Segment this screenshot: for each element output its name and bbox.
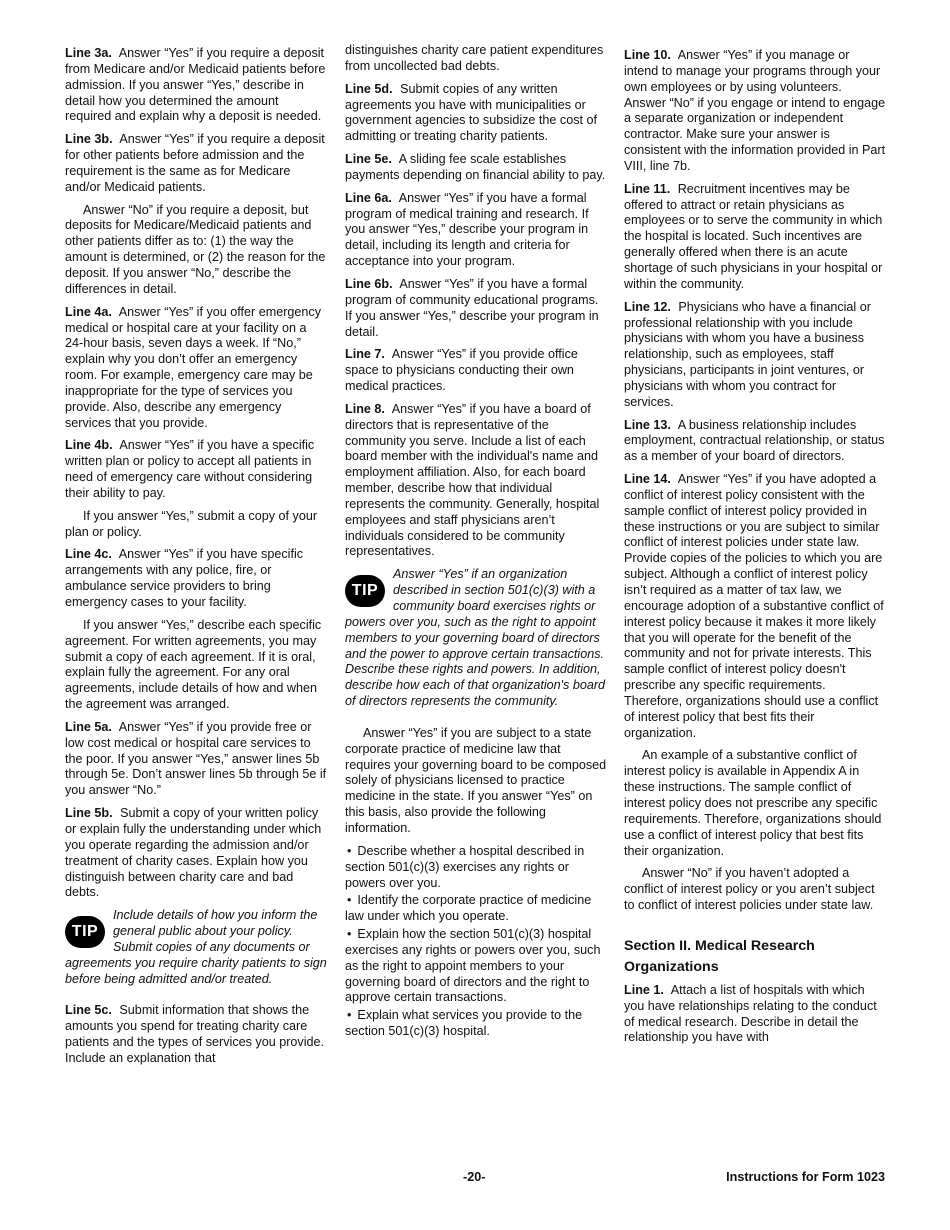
- line-text: Answer “Yes” if you have specific arrangements with any police, fire, or ambulance service providers to bring emergency cases to your facility.: [65, 547, 304, 609]
- line-label: Line 11.: [624, 181, 671, 196]
- line-label: Line 4b.: [65, 438, 113, 453]
- line-label: Line 4a.: [65, 304, 112, 319]
- line-label: Line 6b.: [345, 276, 393, 291]
- line-text: A sliding fee scale establishes payments depending on financial ability to pay.: [345, 152, 606, 182]
- column-1: [65, 46, 327, 1074]
- line-text: Submit a copy of your written policy or explain fully the understanding under which you operate regarding the admission and/or treatment of charity cases. Explain how you distinguish between charity care and bad debts.: [65, 806, 322, 900]
- line-5c: [65, 1003, 327, 1066]
- line-text: Answer “Yes” if you have a board of directors that is representative of the community you serve. Include a list of each board member with the individual's name and employment affiliation. Also, for each board member, describe how that individual represents the community. Generally, hospital employees and staff physicians aren’t individuals considered to be community representatives.: [345, 401, 600, 559]
- line-text: Submit information that shows the amounts you spend for treating charity care patients and the types of services you provide. Include an explanation that: [65, 1003, 325, 1065]
- form-title-footer: Instructions for Form 1023: [726, 1170, 885, 1184]
- line-label: Line 14.: [624, 472, 671, 487]
- tip-text: Answer “Yes” if an organization described in section 501(c)(3) with a community board exercises rights or powers over you, such as the right to appoint members to your governing board of directors and the power to approve certain transactions. Describe these rights and powers. In addition, describe how each of that organization's board of directors represents the community.: [345, 567, 606, 709]
- line-text: Answer “Yes” if you provide free or low cost medical or hospital care services to the poor. If you answer “Yes,” answer lines 5b through 5e. Don’t answer lines 5b through 5e if you answer “No.”: [65, 719, 327, 798]
- section-heading: Section II. Medical Research Organizations: [624, 937, 815, 975]
- line-7: [345, 347, 607, 395]
- line-text: Answer “Yes” if you have a formal program of community educational programs. If you answer “Yes,” describe your program in detail.: [345, 276, 599, 339]
- line-11: [624, 182, 886, 293]
- column-2: [345, 43, 607, 1042]
- line-5b: [65, 806, 327, 901]
- line-text: Answer “Yes” if you require a deposit for other patients before admission and the requirement is the same as for Medicare and/or Medicaid patients.: [65, 132, 325, 194]
- line-label: Line 12.: [624, 299, 671, 314]
- tip-box: [65, 908, 327, 987]
- list-item: • Describe whether a hospital described in section 501(c)(3) exercises any rights or powers over you.: [345, 844, 607, 892]
- line-text: Answer “Yes” if you have a formal program of medical training and research. If you answer “Yes,” describe your program in detail, including its length and criteria for acceptance into your program.: [345, 190, 589, 269]
- line-4a: [65, 305, 327, 432]
- line-text: Submit copies of any written agreements you have with municipalities or government agencies to subsidize the cost of admitting or treating charity patients.: [345, 81, 598, 144]
- line-label: Line 13.: [624, 417, 671, 432]
- line-label: Line 6a.: [345, 190, 392, 205]
- line-12: [624, 300, 886, 411]
- line-3b: [65, 132, 327, 195]
- line-5e: [345, 152, 607, 184]
- line-3a: [65, 46, 327, 125]
- line-label: Line 5a.: [65, 719, 112, 734]
- line-text: Recruitment incentives may be offered to attract or retain physicians as employees or to serve the community in which the hospital is located. Such incentives are generally offered when there is an acute shortage of such physicians in your hospital or within the community.: [624, 181, 883, 291]
- line-13: [624, 418, 886, 466]
- bullet-list: [345, 844, 607, 1040]
- line-4b: [65, 438, 327, 501]
- line-14-example: An example of a substantive conflict of interest policy is available in Appendix A in these instructions. The sample conflict of interest policy does not prescribe any specific requirements. Therefore, organizations should use a conflict of interest policy that best fits their organization.: [624, 748, 882, 858]
- line-label: Line 1.: [624, 982, 664, 997]
- tip-icon: TIP: [345, 575, 385, 607]
- line-8: [345, 402, 607, 560]
- line-text: A business relationship includes employment, contractual relationship, or status as a member of your board of directors.: [624, 417, 885, 464]
- line-4b-yes: If you answer “Yes,” submit a copy of your plan or policy.: [65, 508, 318, 539]
- line-14: [624, 472, 886, 741]
- list-item: • Explain what services you provide to the section 501(c)(3) hospital.: [345, 1008, 607, 1040]
- line-label: Line 5d.: [345, 81, 393, 96]
- line-label: Line 3b.: [65, 132, 113, 147]
- list-item: • Identify the corporate practice of medicine law under which you operate.: [345, 893, 607, 925]
- line-14-no: Answer “No” if you haven’t adopted a conflict of interest policy or you aren’t subject to conflict of interest policies under state law.: [624, 866, 875, 913]
- line-10: [624, 48, 886, 175]
- line-6b: [345, 277, 607, 340]
- line-5d: [345, 82, 607, 145]
- tip-text: Include details of how you inform the general public about your policy. Submit copies of any documents or agreements you require charity patients to sign before being admitted and/or treated.: [65, 908, 327, 986]
- line-label: Line 8.: [345, 401, 385, 416]
- line-4c: [65, 547, 327, 610]
- tip-icon: TIP: [65, 916, 105, 948]
- line-text: Attach a list of hospitals with which you have relationships relating to the conduct of medical research. Describe in detail the relationship you have with: [624, 982, 877, 1045]
- line-5c-continued: distinguishes charity care patient expenditures from uncollected bad debts.: [345, 43, 604, 73]
- line-5a: [65, 720, 327, 799]
- line-text: Answer “Yes” if you require a deposit from Medicare and/or Medicaid patients before admission. If you answer “Yes,” describe in detail how you determined the amount required and explain why a deposit is needed.: [65, 46, 326, 124]
- line-text: Answer “Yes” if you offer emergency medical or hospital care at your facility on a 24-hour basis, seven days a week. If “No,” explain why you don’t offer an emergency room. For example, emergency care may be inappropriate for the type of services you provide. Also, describe any emergency services that you provide.: [65, 304, 322, 430]
- column-3: [624, 48, 886, 1053]
- line-text: Answer “Yes” if you have a specific written plan or policy to accept all patients in need of emergency care without considering their ability to pay.: [65, 438, 315, 500]
- line-8-state-law: Answer “Yes” if you are subject to a state corporate practice of medicine law that requires your governing board to be composed solely of physicians licensed to practice medicine in the state. If you answer “Yes” on this basis, also provide the following information.: [345, 725, 607, 835]
- line-label: Line 5e.: [345, 152, 392, 167]
- line-text: Answer “Yes” if you provide office space to physicians conducting their own medical practices.: [345, 347, 578, 394]
- section2-line-1: [624, 983, 886, 1046]
- line-label: Line 4c.: [65, 547, 112, 562]
- line-text: Physicians who have a financial or professional relationship with you include physicians with whom you have a business relationship, such as employees, staff physicians, participants in joint ventures, or physicians with whom you contract for services.: [624, 299, 871, 409]
- line-label: Line 10.: [624, 48, 671, 62]
- line-6a: [345, 191, 607, 270]
- tip-box: [345, 567, 607, 710]
- line-text: Answer “Yes” if you have adopted a conflict of interest policy consistent with the sample conflict of interest policy provided in these instructions or you are subject to similar conflict of interest policies under state law. Provide copies of the policies to which you are subject. Although a conflict of interest policy isn’t required as a matter of tax law, we encourage adoption of a substantive conflict of interest policy because it makes it more likely that you will operate for the benefit of the community and not for private interests. This sample conflict of interest policy doesn't prescribe any specific requirements. Therefore, organizations should use a conflict of interest policy that best fits their organization.: [624, 472, 884, 740]
- line-4c-yes: If you answer “Yes,” describe each specific agreement. For written agreements, you may submit a copy of each agreement. If it is oral, explain fully the agreement. For any oral agreements, include details of how and when the agreement was arranged.: [65, 617, 322, 712]
- page-number: -20-: [463, 1170, 486, 1184]
- line-label: Line 7.: [345, 347, 385, 362]
- line-3b-no: Answer “No” if you require a deposit, but deposits for Medicare/Medicaid patients and other patients differ as to: (1) the way the amount is determined, or (2) the reason for the deposit. If you answer “No,” describe the differences in detail.: [65, 202, 326, 296]
- line-text: Answer “Yes” if you manage or intend to manage your programs through your own employees or by using volunteers. Answer “No” if you engage or intend to engage a separate organization or independent contractor. Make sure your answer is consistent with the information provided in Part VIII, line 7b.: [624, 48, 886, 173]
- line-label: Line 5b.: [65, 806, 113, 821]
- list-item: • Explain how the section 501(c)(3) hospital exercises any rights or powers over you, such as the right to appoint members to your governing board of directors and the right to approve certain transactions.: [345, 927, 607, 1006]
- line-label: Line 3a.: [65, 46, 112, 60]
- line-label: Line 5c.: [65, 1003, 112, 1018]
